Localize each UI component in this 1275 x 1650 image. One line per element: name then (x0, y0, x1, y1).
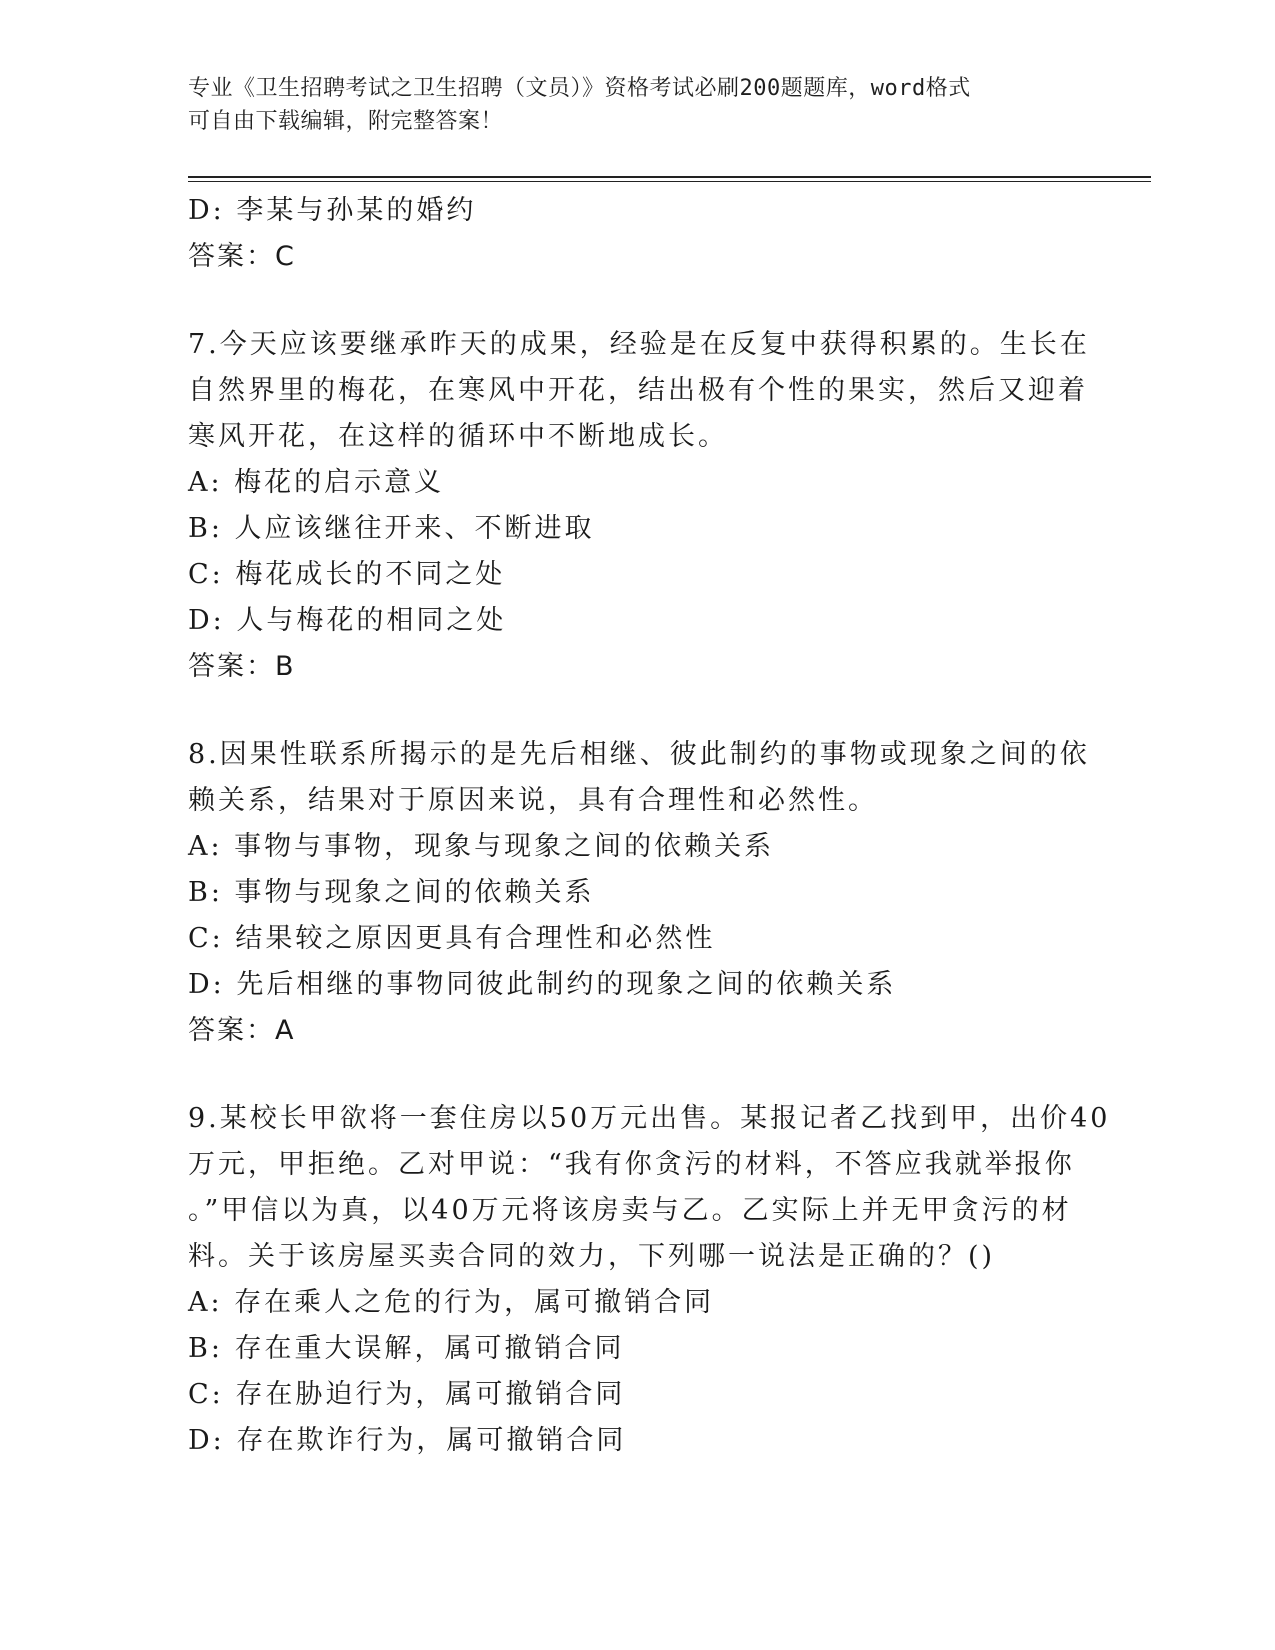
question-stem-line: 7.今天应该要继承昨天的成果，经验是在反复中获得积累的。生长在 (188, 329, 1090, 360)
header-title-line-1: 专业《卫生招聘考试之卫生招聘（文员）》资格考试必刷200题题库，word格式 (188, 76, 971, 101)
header-title-line-2: 可自由下载编辑，附完整答案！ (188, 109, 504, 134)
question-stem-line: 9.某校长甲欲将一套住房以50万元出售。某报记者乙找到甲，出价40 (188, 1103, 1111, 1134)
option-a: A: 事物与事物，现象与现象之间的依赖关系 (188, 831, 775, 862)
option-a: A: 梅花的启示意义 (188, 467, 445, 498)
question-stem-line: 赖关系，结果对于原因来说，具有合理性和必然性。 (188, 785, 878, 816)
option-c: C: 梅花成长的不同之处 (188, 559, 506, 590)
question-9 (188, 1096, 1111, 1464)
question-stem-line: 万元，甲拒绝。乙对甲说：“我有你贪污的材料，不答应我就举报你 (188, 1149, 1075, 1180)
question-list (188, 188, 1111, 1464)
question-stem-line: 。”甲信以为真，以40万元将该房卖与乙。乙实际上并无甲贪污的材 (188, 1195, 1072, 1226)
option-c: C: 结果较之原因更具有合理性和必然性 (188, 923, 716, 954)
option-a: A: 存在乘人之危的行为，属可撤销合同 (188, 1287, 715, 1318)
question-stem-line: 自然界里的梅花，在寒风中开花，结出极有个性的果实，然后又迎着 (188, 375, 1088, 406)
option-d: D: 人与梅花的相同之处 (188, 605, 507, 636)
question-6-tail (188, 188, 1088, 280)
option-b: B: 存在重大误解，属可撤销合同 (188, 1333, 625, 1364)
option-d: D: 存在欺诈行为，属可撤销合同 (188, 1425, 627, 1456)
question-8 (188, 732, 1088, 1054)
question-stem-line: 8.因果性联系所揭示的是先后相继、彼此制约的事物或现象之间的依 (188, 739, 1090, 770)
question-stem-line: 寒风开花，在这样的循环中不断地成长。 (188, 421, 728, 452)
page-header (188, 72, 1068, 138)
question-7 (188, 322, 1088, 690)
option-d: D: 李某与孙某的婚约 (188, 195, 477, 226)
question-stem-line: 料。关于该房屋买卖合同的效力，下列哪一说法是正确的？() (188, 1241, 996, 1272)
answer-label: 答案：A (188, 1015, 296, 1046)
answer-label: 答案：C (188, 241, 296, 272)
option-d: D: 先后相继的事物同彼此制约的现象之间的依赖关系 (188, 969, 897, 1000)
option-b: B: 事物与现象之间的依赖关系 (188, 877, 595, 908)
answer-label: 答案：B (188, 651, 296, 682)
option-b: B: 人应该继往开来、不断进取 (188, 513, 595, 544)
header-divider (188, 176, 1151, 178)
option-c: C: 存在胁迫行为，属可撤销合同 (188, 1379, 626, 1410)
header-divider-thin (188, 181, 1151, 182)
